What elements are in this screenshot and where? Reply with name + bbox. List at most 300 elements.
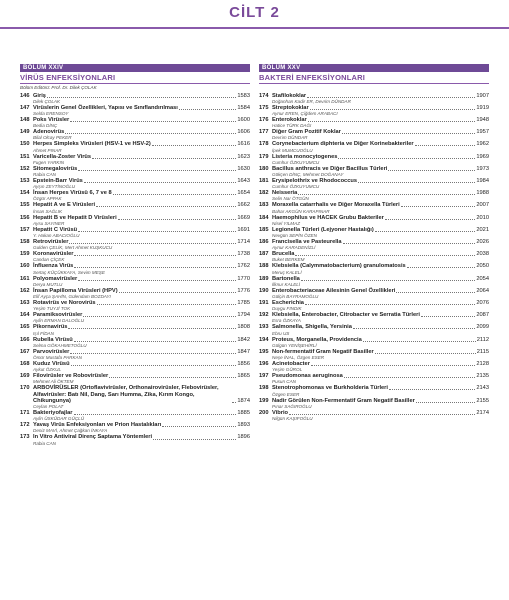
- chapter-number: 167: [20, 348, 30, 355]
- chapter-author: Esra ÖZKAYA: [272, 318, 301, 324]
- chapter-author: Meruç KALELİ: [272, 269, 302, 275]
- chapter-number: 159: [20, 251, 30, 258]
- chapter-author: İlknur KALELİ: [272, 281, 301, 287]
- entry-body: [272, 373, 489, 385]
- toc-entry[interactable]: [20, 348, 250, 360]
- dot-leader: [74, 341, 237, 342]
- chapter-title: Legionella Türleri (Lejyoner Hastalığı): [272, 226, 374, 233]
- chapter-number: 166: [20, 336, 30, 343]
- toc-entry[interactable]: [20, 190, 250, 202]
- page-number: 1919: [476, 104, 489, 111]
- chapter-title: Hepatit C Virüsü: [33, 226, 78, 233]
- chapter-author: İnsan SAĞLIK: [33, 208, 63, 214]
- page-number: 1957: [476, 129, 489, 136]
- toc-entry[interactable]: [20, 360, 250, 372]
- chapter-title: Brucella: [272, 251, 295, 258]
- chapter-author: Işıl FİDAN: [33, 330, 54, 336]
- chapter-author: Fugen YARKIN: [33, 159, 65, 165]
- chapter-number: 188: [259, 263, 269, 270]
- page-number: 2038: [476, 251, 489, 258]
- chapter-number: 189: [259, 275, 269, 282]
- entry-body: [272, 251, 489, 263]
- entry-body: [272, 398, 489, 410]
- chapter-author: İpek MUMCUOĞLU: [272, 147, 313, 153]
- entry-body: [33, 129, 250, 141]
- toc-entry[interactable]: [259, 202, 489, 214]
- chapter-number: 161: [20, 275, 30, 282]
- chapter-author: Cumhur ÖZKUYUMCU: [272, 184, 320, 190]
- chapter-author: Ahmet PINAR: [33, 147, 62, 153]
- page-number: 2135: [476, 373, 489, 380]
- chapter-author: Selma GÖKAHMETOĞLU: [33, 342, 87, 348]
- chapter-title: Neisseria: [272, 190, 298, 197]
- entry-body: [33, 337, 250, 349]
- entry-body: [272, 215, 489, 227]
- dot-leader: [113, 194, 237, 195]
- entry-body: [272, 410, 489, 422]
- chapter-title: Polyomavirüsler: [33, 275, 78, 282]
- toc-entry[interactable]: [20, 238, 250, 250]
- chapter-author: Ayşın ZEYTİNOĞLU: [33, 184, 76, 190]
- chapter-title: Adenovirüs: [33, 129, 65, 136]
- chapter-number: 199: [259, 397, 269, 404]
- chapter-number: 156: [20, 214, 30, 221]
- section-label: BÖLÜM XXV: [259, 64, 489, 72]
- chapter-author: Nisel YILMAZ: [272, 220, 300, 226]
- chapter-author: Candan ÇİÇEK: [33, 257, 65, 263]
- chapter-author: Aylin ÜSKÜDAR GÜÇLÜ: [33, 416, 85, 422]
- toc-entry[interactable]: [20, 116, 250, 128]
- chapter-author: Aylin ERMAN DALOĞLU: [33, 318, 85, 324]
- dot-leader: [71, 365, 237, 366]
- toc-entry[interactable]: [20, 129, 250, 141]
- entry-body: [272, 129, 489, 141]
- chapter-title: Filovirüsler ve Robovirüsler: [33, 373, 109, 380]
- chapter-title: Enterobacteriaceae Ailesinin Genel Özellikleri: [272, 287, 396, 294]
- dot-leader: [162, 426, 236, 427]
- page-number: 1691: [237, 226, 250, 233]
- dot-leader: [358, 182, 475, 183]
- toc-entry[interactable]: [259, 312, 489, 324]
- dot-leader: [421, 316, 475, 317]
- chapter-number: 184: [259, 214, 269, 221]
- chapter-title: Bacillus anthracis ve Diğer Bacillus Türleri: [272, 165, 388, 172]
- entry-body: [33, 166, 250, 178]
- toc-entry[interactable]: [259, 141, 489, 153]
- chapter-number: 183: [259, 202, 269, 209]
- entry-body: [33, 190, 250, 202]
- page-number: 2076: [476, 300, 489, 307]
- chapter-number: 164: [20, 312, 30, 319]
- dot-leader: [311, 365, 475, 366]
- page-number: 1669: [237, 214, 250, 221]
- entry-body: [272, 300, 489, 312]
- page-number: 1973: [476, 165, 489, 172]
- entry-body: [272, 105, 489, 117]
- dot-leader: [375, 353, 476, 354]
- chapter-author: Bilal Olcay PEKER: [33, 135, 72, 141]
- entry-body: [33, 105, 250, 117]
- toc-entry[interactable]: [259, 287, 489, 299]
- page-number: 1988: [476, 190, 489, 197]
- chapter-author: Aynur KARADENİZLİ: [272, 245, 316, 251]
- toc-entry[interactable]: [20, 202, 250, 214]
- chapter-number: 198: [259, 385, 269, 392]
- volume-title: CİLT 2: [229, 4, 280, 21]
- chapter-number: 192: [259, 312, 269, 319]
- page-number: 1808: [237, 324, 250, 331]
- page-number: 1794: [237, 312, 250, 319]
- toc-entry[interactable]: [259, 238, 489, 250]
- dot-leader: [415, 145, 476, 146]
- chapter-title: Retrovirüsler: [33, 239, 69, 246]
- dot-leader: [289, 414, 475, 415]
- page-number: 2143: [476, 385, 489, 392]
- chapter-title: Proteus, Morganella, Providencia: [272, 336, 362, 343]
- chapter-title: Haemophilus ve HACEK Grubu Bakteriler: [272, 214, 384, 221]
- page-number: 1962: [476, 141, 489, 148]
- page-number: 1714: [237, 239, 250, 246]
- toc-entry[interactable]: [259, 385, 489, 397]
- dot-leader: [342, 133, 475, 134]
- chapter-number: 178: [259, 141, 269, 148]
- chapter-title: Pikornavirüs: [33, 324, 68, 331]
- page-number: 1885: [237, 410, 250, 417]
- dot-leader: [305, 304, 475, 305]
- chapter-title: Streptokoklar: [272, 104, 309, 111]
- dot-leader: [74, 255, 236, 256]
- chapter-number: 175: [259, 104, 269, 111]
- toc-entry[interactable]: [20, 312, 250, 324]
- chapter-number: 150: [20, 141, 30, 148]
- toc-entry[interactable]: [259, 275, 489, 287]
- chapter-author: Yeşim GÜROL: [272, 367, 303, 373]
- chapter-author: Elif Ayça ŞAHİN, Gülendam BOZDAYI: [33, 294, 111, 300]
- toc-entry[interactable]: [259, 348, 489, 360]
- page-number: 1584: [237, 104, 250, 111]
- chapter-title: Diğer Gram Pozitif Koklar: [272, 129, 341, 136]
- entry-body: [272, 276, 489, 288]
- chapter-title: Bartonella: [272, 275, 300, 282]
- toc-entry[interactable]: [259, 165, 489, 177]
- chapter-author: Cumhur ÖZKUYUMCU: [272, 159, 320, 165]
- page-number: 2099: [476, 324, 489, 331]
- toc-entry[interactable]: [20, 422, 250, 434]
- page-number: 1654: [237, 190, 250, 197]
- entry-body: [33, 373, 250, 385]
- chapter-number: 149: [20, 129, 30, 136]
- section-title: BAKTERİ ENFEKSİYONLARI: [259, 73, 366, 82]
- entry-body: [272, 190, 489, 202]
- chapter-title: Epstein-Barr Virüs: [33, 178, 83, 185]
- page-number: 2155: [476, 397, 489, 404]
- chapter-title: İnsan Herpes Virüsü 6, 7 ve 8: [33, 190, 112, 197]
- toc-entry[interactable]: [259, 409, 489, 421]
- dot-leader: [70, 121, 236, 122]
- chapter-author: Özgen ESER: [272, 391, 300, 397]
- chapter-title: Pseudomonas aeruginosa: [272, 373, 343, 380]
- section-title: VİRÜS ENFEKSİYONLARI: [20, 73, 116, 82]
- entry-body: [33, 288, 250, 300]
- toc-entry[interactable]: [20, 165, 250, 177]
- entry-body: [272, 227, 489, 239]
- dot-leader: [310, 109, 476, 110]
- toc-entry[interactable]: [20, 275, 250, 287]
- page-number: 1770: [237, 275, 250, 282]
- toc-entry[interactable]: [20, 287, 250, 299]
- toc-entry[interactable]: [20, 434, 250, 446]
- toc-entry[interactable]: [259, 373, 489, 385]
- dot-leader: [295, 255, 475, 256]
- chapter-title: Virüslerin Genel Özellikleri, Yapısı ve Sınıflandırılması: [33, 104, 178, 111]
- chapter-title: Enterokoklar: [272, 117, 307, 123]
- dot-leader: [78, 280, 236, 281]
- toc-entry[interactable]: [259, 177, 489, 189]
- toc-entry[interactable]: [20, 299, 250, 311]
- toc-entry[interactable]: [259, 226, 489, 238]
- page-number: 1623: [237, 153, 250, 160]
- chapter-title: Salmonella, Shigella, Yersinia: [272, 324, 352, 331]
- chapter-title: Rubella Virüsü: [33, 336, 73, 343]
- dot-leader: [74, 414, 237, 415]
- left-column: [20, 64, 250, 446]
- chapter-number: 197: [259, 373, 269, 380]
- chapter-title: Corynebacterium diphteria ve Diğer Korinebakteriler: [272, 141, 414, 148]
- page-number: 1776: [237, 287, 250, 294]
- chapter-title: In Vitro Antiviral Direnç Saptama Yöntemleri: [33, 434, 153, 441]
- dot-leader: [416, 402, 475, 403]
- dot-leader: [375, 231, 476, 232]
- section-label: BÖLÜM XXIV: [20, 64, 250, 72]
- toc-entry[interactable]: [20, 104, 250, 116]
- dot-leader: [97, 304, 237, 305]
- chapter-author: Doğanhan Kadir ER, Devrim DÜNDAR: [272, 98, 351, 104]
- entry-body: [272, 154, 489, 166]
- chapter-title: Stafilokoklar: [272, 92, 307, 99]
- toc-entry[interactable]: [259, 129, 489, 141]
- page-number: 1907: [476, 92, 489, 99]
- toc-entries: [20, 92, 250, 446]
- chapter-title: Hepatit B ve Hepatit D Virüsleri: [33, 214, 117, 221]
- toc-entry[interactable]: [259, 116, 489, 128]
- chapter-number: 187: [259, 251, 269, 258]
- toc-entry[interactable]: [20, 263, 250, 275]
- page-number: 1630: [237, 165, 250, 172]
- chapter-title: Stenotrophomonas ve Burkholderia Türleri: [272, 385, 388, 392]
- entry-body: [272, 337, 489, 349]
- entry-body: [33, 117, 250, 129]
- toc-entry[interactable]: [20, 214, 250, 226]
- toc-entry[interactable]: [259, 214, 489, 226]
- chapter-number: 191: [259, 300, 269, 307]
- page-number: 1893: [237, 422, 250, 429]
- dot-leader: [232, 402, 236, 403]
- dot-leader: [388, 170, 475, 171]
- toc-entry[interactable]: [20, 385, 250, 410]
- page-number: 1662: [237, 202, 250, 209]
- toc-entry[interactable]: [20, 409, 250, 421]
- chapter-title: Parvovirüsler: [33, 348, 70, 355]
- chapter-title: Bakteriyofajlar: [33, 410, 73, 417]
- dot-leader: [301, 280, 476, 281]
- chapter-number: 196: [259, 361, 269, 368]
- chapter-number: 158: [20, 239, 30, 246]
- chapter-number: 162: [20, 287, 30, 294]
- chapter-number: 169: [20, 373, 30, 380]
- entry-body: [33, 202, 250, 214]
- dot-leader: [179, 109, 236, 110]
- entry-body: [272, 166, 489, 178]
- entry-body: [33, 361, 250, 373]
- entry-body: [33, 251, 250, 263]
- toc-entry[interactable]: [259, 251, 489, 263]
- toc-entry[interactable]: [20, 153, 250, 165]
- dot-leader: [353, 328, 475, 329]
- chapter-title: Listeria monocytogenes: [272, 153, 338, 160]
- section-rule: [259, 83, 489, 84]
- dot-leader: [78, 170, 236, 171]
- toc-entry[interactable]: [259, 104, 489, 116]
- entry-body: [272, 141, 489, 153]
- chapter-author: Yeşim TUYJİ TOK: [33, 306, 71, 312]
- toc-entry[interactable]: [259, 324, 489, 336]
- page-number: 1785: [237, 300, 250, 307]
- chapter-title: Rotavirüs ve Norovirüs: [33, 300, 96, 307]
- chapter-title: Erysipelothrix ve Rhodococcus: [272, 178, 358, 185]
- chapter-author: Aykut ÖZKUL: [33, 367, 62, 373]
- toc-entry[interactable]: [20, 141, 250, 153]
- entry-body: [33, 215, 250, 227]
- page-number: 1643: [237, 178, 250, 185]
- dot-leader: [47, 97, 236, 98]
- chapter-author: Derya MUTLU: [33, 281, 63, 287]
- page-number: 1842: [237, 336, 250, 343]
- chapter-number: 147: [20, 104, 30, 111]
- chapter-number: 153: [20, 178, 30, 185]
- entry-body: [272, 324, 489, 336]
- chapter-number: 163: [20, 300, 30, 307]
- page-number: 2064: [476, 287, 489, 294]
- dot-leader: [152, 145, 237, 146]
- section-rule: [20, 83, 250, 84]
- dot-leader: [84, 182, 237, 183]
- dot-leader: [109, 377, 236, 378]
- chapter-title: Kuduz Virüsü: [33, 361, 70, 368]
- toc-entry[interactable]: [20, 92, 250, 104]
- chapter-number: 152: [20, 165, 30, 172]
- chapter-author: Mehmet Ali ÖKTEM: [33, 379, 74, 385]
- chapter-author: Nevgün SEPİN ÖZEN: [272, 233, 317, 239]
- chapter-title: Nadir Görülen Non-Fermentatif Gram Negatif Basiller: [272, 397, 415, 404]
- toc-entry[interactable]: [259, 92, 489, 104]
- chapter-author: Rabia CAN: [33, 172, 56, 178]
- toc-entry[interactable]: [259, 299, 489, 311]
- toc-entry[interactable]: [259, 263, 489, 275]
- chapter-number: 177: [259, 129, 269, 136]
- page-number: 1969: [476, 153, 489, 160]
- toc-entry[interactable]: [20, 373, 250, 385]
- right-column: [259, 64, 489, 421]
- toc-entry[interactable]: [259, 153, 489, 165]
- chapter-author: Gökçen DİNÇ, Mehmet DOĞANAY: [272, 172, 344, 178]
- toc-entry[interactable]: [259, 397, 489, 409]
- chapter-title: Koronavirüsler: [33, 251, 74, 258]
- page-number: 2128: [476, 361, 489, 368]
- entry-body: [272, 385, 489, 397]
- chapter-number: 171: [20, 410, 30, 417]
- chapter-number: 157: [20, 226, 30, 233]
- dot-leader: [389, 389, 475, 390]
- chapter-author: Buket BERKEM: [272, 257, 305, 263]
- page-number: 2010: [476, 214, 489, 221]
- chapter-title: Acinetobacter: [272, 361, 310, 368]
- chapter-number: 195: [259, 348, 269, 355]
- title-line: [33, 385, 250, 404]
- chapter-title: İnfluenza Virüs: [33, 263, 74, 270]
- entry-body: [272, 239, 489, 251]
- chapter-author: Aysu SAYINER: [33, 220, 65, 226]
- chapter-author: Gülgün YENİŞEHİRLİ: [272, 342, 317, 348]
- entry-body: [272, 93, 489, 105]
- toc-entry[interactable]: [20, 324, 250, 336]
- chapter-author: Bahar AKGÜN KARAPINAR: [272, 208, 330, 214]
- toc-entry[interactable]: [259, 360, 489, 372]
- dot-leader: [153, 439, 236, 440]
- toc-entry[interactable]: [20, 336, 250, 348]
- toc-entry[interactable]: [20, 251, 250, 263]
- dot-leader: [118, 219, 237, 220]
- toc-entry[interactable]: [20, 177, 250, 189]
- dot-leader: [343, 243, 476, 244]
- chapter-author: Bedia DİNÇ: [33, 123, 58, 129]
- chapter-author: Neşe İNAL, Özgen ESER: [272, 355, 325, 361]
- entry-body: [33, 141, 250, 153]
- chapter-title: Yavaş Virüs Enfeksiyonları ve Prion Hastalıkları: [33, 422, 162, 429]
- entry-body: [33, 263, 250, 275]
- page-number: 1600: [237, 117, 250, 123]
- chapter-number: 193: [259, 324, 269, 331]
- chapter-author: Gülçin BAYRAMOĞLU: [272, 294, 319, 300]
- entry-body: [272, 288, 489, 300]
- page-number: 2050: [476, 263, 489, 270]
- chapter-number: 151: [20, 153, 30, 160]
- entry-body: [33, 410, 250, 422]
- entry-body: [33, 227, 250, 239]
- entry-body: [33, 434, 250, 446]
- toc-entry[interactable]: [259, 190, 489, 202]
- dot-leader: [307, 97, 475, 98]
- toc-entry[interactable]: [259, 336, 489, 348]
- chapter-number: 179: [259, 153, 269, 160]
- chapter-number: 174: [259, 92, 269, 99]
- chapter-author: Duygu FINDIK: [272, 306, 302, 312]
- chapter-number: 172: [20, 422, 30, 429]
- entry-body: [33, 178, 250, 190]
- chapter-title: Klebsiella (Calymmatobacterium) granulomatosis: [272, 263, 406, 270]
- section-editor: Bölüm Editörü: Prof. Dr. Dilek ÇOLAK: [20, 85, 97, 90]
- chapter-number: 170: [20, 385, 30, 392]
- chapter-number: 186: [259, 239, 269, 246]
- page-number: 2115: [476, 348, 489, 355]
- toc-entry[interactable]: [20, 226, 250, 238]
- chapter-number: 160: [20, 263, 30, 270]
- dot-leader: [119, 292, 237, 293]
- dot-leader: [78, 231, 236, 232]
- page-number: 2026: [476, 239, 489, 246]
- dot-leader: [83, 316, 236, 317]
- chapter-number: 176: [259, 117, 269, 123]
- page-number: 1948: [476, 117, 489, 123]
